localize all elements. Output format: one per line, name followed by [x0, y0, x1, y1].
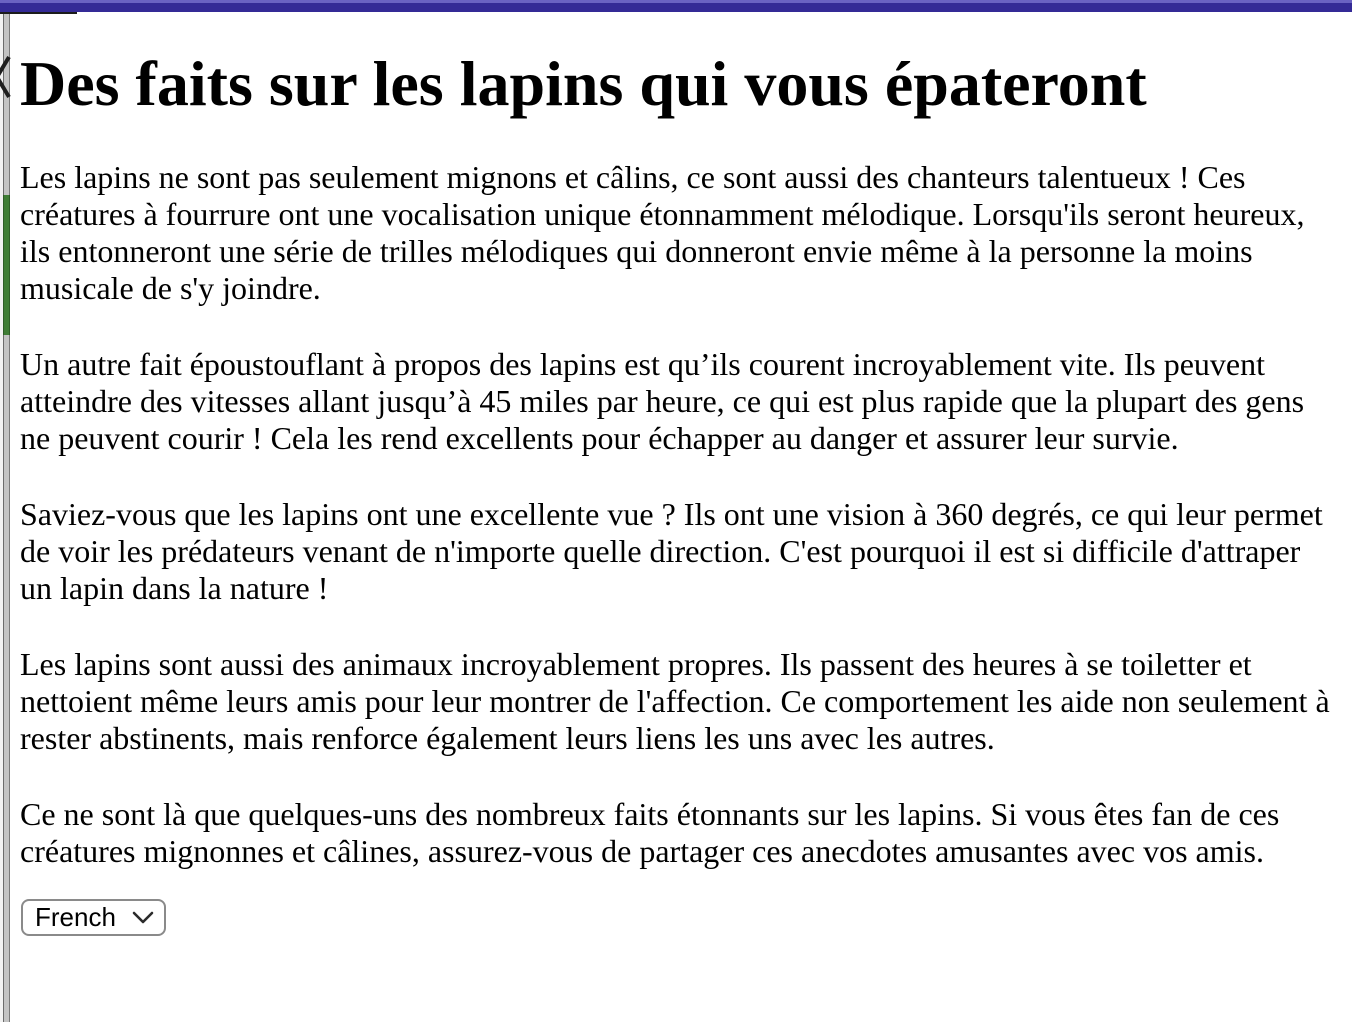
paragraph-grooming: Les lapins sont aussi des animaux incroyablement propres. Ils passent des heures à se toiletter et nettoient même leurs amis pour leur montrer de l'affection. Ce comportement les aide non seulement à rester abstinents, mais renforce également leurs liens les uns avec les autres. — [20, 645, 1330, 756]
left-edge-strip — [0, 14, 10, 1022]
top-accent-bar — [0, 0, 1352, 12]
language-select-wrapper — [21, 899, 166, 936]
left-strip-band — [3, 14, 10, 1022]
paragraph-vision: Saviez-vous que les lapins ont une excellente vue ? Ils ont une vision à 360 degrés, ce qui leur permet de voir les prédateurs venant de n'importe quelle direction. C'est pourquoi il est si difficile d'attraper un lapin dans la nature ! — [20, 495, 1323, 606]
left-strip-green-segment — [3, 195, 10, 335]
paragraph-singing: Les lapins ne sont pas seulement mignons et câlins, ce sont aussi des chanteurs talentueux ! Ces créatures à fourrure ont une vocalisation unique étonnamment mélodique. Lorsqu'ils seront heureux, ils entonneront une série de trilles mélodiques qui donneront envie même à la personne la moins musicale de s'y joindre. — [20, 158, 1305, 306]
paragraph-closing: Ce ne sont là que quelques-uns des nombreux faits étonnants sur les lapins. Si vous êtes fan de ces créatures mignonnes et câlines, assurez-vous de partager ces anecdotes amusantes avec vos amis. — [20, 795, 1280, 869]
paragraph-speed: Un autre fait époustouflant à propos des lapins est qu’ils courent incroyablement vite. Ils peuvent atteindre des vitesses allant jusqu’à 45 miles par heure, ce qui est plus rapide que la plupart des gens ne peuvent courir ! Cela les rend excellents pour échapper au danger et assurer leur survie. — [20, 345, 1305, 456]
article-content — [10, 12, 1352, 936]
language-select[interactable] — [21, 899, 166, 936]
page-title: Des faits sur les lapins qui vous épateront — [20, 48, 1147, 119]
